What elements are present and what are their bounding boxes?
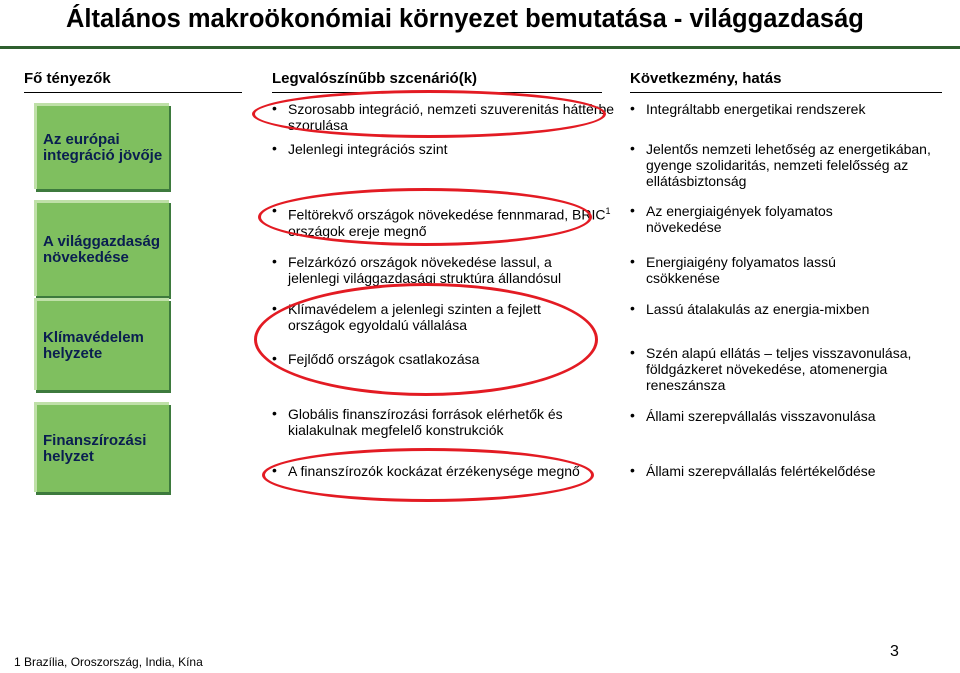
scenario-item: • A finanszírozók kockázat érzékenysége megnő <box>272 463 588 479</box>
footnote: 1 Brazília, Oroszország, India, Kína <box>14 655 203 669</box>
factor-label: A világgazdaság növekedése <box>43 232 160 266</box>
scenario-text: Feltörekvő országok növekedése fennmarad, BRIC <box>288 206 606 223</box>
effect-item: • Állami szerepvállalás felértékelődése <box>630 463 960 479</box>
factor-box-world-economy <box>34 200 169 296</box>
column-header-effects: Következmény, hatás <box>630 70 782 87</box>
column-rule-effects <box>630 92 942 93</box>
factor-box-european-integration <box>34 103 169 189</box>
effect-item: • Energiaigény folyamatos lassú csökkenése <box>630 254 896 286</box>
scenario-item: • Klímavédelem a jelenlegi szinten a fejlett országok egyoldalú vállalása <box>272 301 588 333</box>
scenario-item: • Globális finanszírozási források elérhetők és kialakulnak megfelelő konstrukciók <box>272 406 598 438</box>
scenario-item: • Felzárkózó országok növekedése lassul, a jelenlegi világgazdasági struktúra állandósul <box>272 254 578 286</box>
footnote-marker: 1 <box>605 206 611 216</box>
column-header-scenarios: Legvalószínűbb szcenárió(k) <box>272 70 478 87</box>
effect-item: • Szén alapú ellátás – teljes visszavonulása, földgázkeret növekedése, atomenergia reneszánsza <box>630 345 960 393</box>
scenario-item: • Fejlődő országok csatlakozása <box>272 351 618 367</box>
column-header-factors: Fő tényezők <box>24 70 111 87</box>
column-rule-factors <box>24 92 242 93</box>
title-rule <box>0 46 960 49</box>
effect-item: • Integráltabb energetikai rendszerek <box>630 101 960 117</box>
scenario-item: • Szorosabb integráció, nemzeti szuverenitás háttérbe szorulása <box>272 101 618 133</box>
factor-label: Klímavédelem helyzete <box>43 328 144 362</box>
factor-label: Finanszírozási helyzet <box>43 431 147 465</box>
page-number: 3 <box>890 643 899 660</box>
effect-item: • Az energiaigények folyamatos növekedése <box>630 203 906 235</box>
scenario-item: • Jelenlegi integrációs szint <box>272 141 618 157</box>
highlight-oval <box>254 283 598 396</box>
effect-item: • Lassú átalakulás az energia-mixben <box>630 301 960 317</box>
factor-box-financing <box>34 402 169 492</box>
scenario-item-bric <box>272 203 618 239</box>
scenario-text: országok ereje megnő <box>288 222 427 239</box>
factor-box-climate <box>34 298 169 390</box>
page-title: Általános makroökonómiai környezet bemutatása - világgazdaság <box>66 5 864 33</box>
factor-label: Az európai integráció jövője <box>43 130 163 164</box>
effect-item: • Állami szerepvállalás visszavonulása <box>630 408 960 424</box>
effect-item: • Jelentős nemzeti lehetőség az energetikában, gyenge szolidaritás, nemzeti felelősség az ellátásbiztonság <box>630 141 946 189</box>
column-rule-scenarios <box>272 92 602 93</box>
